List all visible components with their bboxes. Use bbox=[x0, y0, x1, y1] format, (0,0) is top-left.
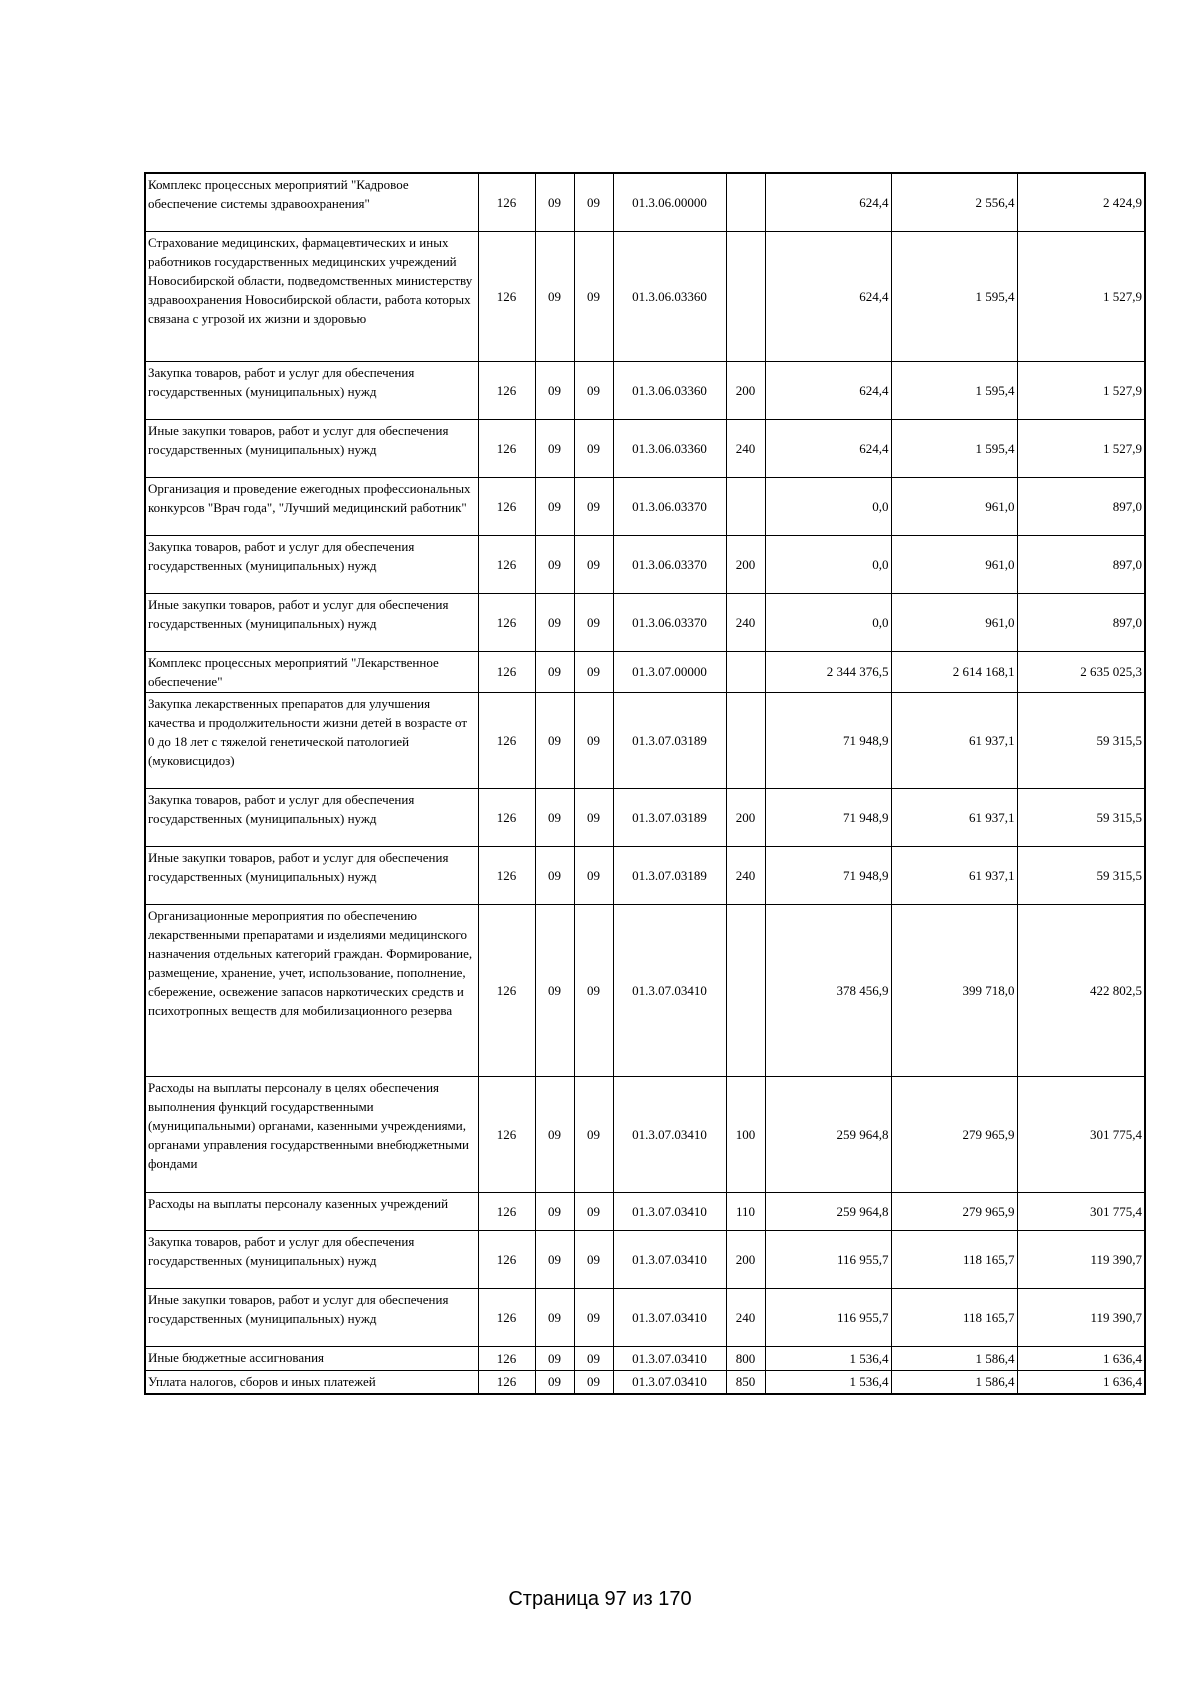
table-row bbox=[145, 535, 1145, 593]
table-body bbox=[145, 173, 1145, 1394]
table-row bbox=[145, 846, 1145, 904]
target-article-cell: 01.3.06.00000 bbox=[613, 173, 726, 231]
grbs-cell: 126 bbox=[478, 593, 535, 651]
table-row bbox=[145, 904, 1145, 1076]
target-article-cell: 01.3.06.03370 bbox=[613, 535, 726, 593]
expense-type-cell: 100 bbox=[726, 1076, 765, 1192]
grbs-cell: 126 bbox=[478, 1370, 535, 1394]
amount-year2-cell: 61 937,1 bbox=[891, 692, 1017, 788]
amount-year3-cell: 897,0 bbox=[1017, 477, 1145, 535]
amount-year1-cell: 71 948,9 bbox=[765, 846, 891, 904]
subsection-cell: 09 bbox=[574, 788, 613, 846]
amount-year2-cell: 961,0 bbox=[891, 535, 1017, 593]
row-name-cell: Закупка товаров, работ и услуг для обеспечения государственных (муниципальных) нужд bbox=[145, 361, 478, 419]
table-row bbox=[145, 173, 1145, 231]
grbs-cell: 126 bbox=[478, 1288, 535, 1346]
expense-type-cell bbox=[726, 904, 765, 1076]
grbs-cell: 126 bbox=[478, 361, 535, 419]
row-name-cell: Иные закупки товаров, работ и услуг для обеспечения государственных (муниципальных) нужд bbox=[145, 593, 478, 651]
table-row bbox=[145, 1230, 1145, 1288]
amount-year2-cell: 2 614 168,1 bbox=[891, 651, 1017, 692]
target-article-cell: 01.3.07.03410 bbox=[613, 1288, 726, 1346]
budget-table bbox=[144, 172, 1146, 1395]
row-name-cell: Иные закупки товаров, работ и услуг для обеспечения государственных (муниципальных) нужд bbox=[145, 846, 478, 904]
amount-year3-cell: 119 390,7 bbox=[1017, 1288, 1145, 1346]
amount-year3-cell: 897,0 bbox=[1017, 593, 1145, 651]
target-article-cell: 01.3.07.03189 bbox=[613, 846, 726, 904]
page-number: Страница 97 из 170 bbox=[508, 1588, 692, 1610]
amount-year3-cell: 2 635 025,3 bbox=[1017, 651, 1145, 692]
amount-year2-cell: 279 965,9 bbox=[891, 1076, 1017, 1192]
amount-year2-cell: 961,0 bbox=[891, 593, 1017, 651]
amount-year2-cell: 399 718,0 bbox=[891, 904, 1017, 1076]
grbs-cell: 126 bbox=[478, 651, 535, 692]
amount-year1-cell: 1 536,4 bbox=[765, 1370, 891, 1394]
grbs-cell: 126 bbox=[478, 1346, 535, 1370]
row-name-cell: Расходы на выплаты персоналу в целях обеспечения выполнения функций государственными (муниципальными) органами, казенными учреждениями, органами управления государственными внебюджетными фондами bbox=[145, 1076, 478, 1192]
section-cell: 09 bbox=[535, 1346, 574, 1370]
amount-year3-cell: 301 775,4 bbox=[1017, 1076, 1145, 1192]
amount-year3-cell: 1 527,9 bbox=[1017, 231, 1145, 361]
expense-type-cell: 240 bbox=[726, 846, 765, 904]
grbs-cell: 126 bbox=[478, 419, 535, 477]
amount-year2-cell: 961,0 bbox=[891, 477, 1017, 535]
expense-type-cell bbox=[726, 692, 765, 788]
subsection-cell: 09 bbox=[574, 361, 613, 419]
subsection-cell: 09 bbox=[574, 692, 613, 788]
amount-year1-cell: 624,4 bbox=[765, 173, 891, 231]
expense-type-cell: 240 bbox=[726, 1288, 765, 1346]
subsection-cell: 09 bbox=[574, 419, 613, 477]
amount-year3-cell: 422 802,5 bbox=[1017, 904, 1145, 1076]
table-row bbox=[145, 593, 1145, 651]
expense-type-cell bbox=[726, 173, 765, 231]
target-article-cell: 01.3.07.03410 bbox=[613, 1346, 726, 1370]
row-name-cell: Закупка товаров, работ и услуг для обеспечения государственных (муниципальных) нужд bbox=[145, 1230, 478, 1288]
target-article-cell: 01.3.06.03360 bbox=[613, 361, 726, 419]
section-cell: 09 bbox=[535, 593, 574, 651]
amount-year1-cell: 116 955,7 bbox=[765, 1230, 891, 1288]
amount-year3-cell: 59 315,5 bbox=[1017, 788, 1145, 846]
target-article-cell: 01.3.06.03370 bbox=[613, 593, 726, 651]
table-row bbox=[145, 477, 1145, 535]
expense-type-cell bbox=[726, 477, 765, 535]
section-cell: 09 bbox=[535, 1076, 574, 1192]
expense-type-cell: 200 bbox=[726, 788, 765, 846]
table-row bbox=[145, 692, 1145, 788]
expense-type-cell: 110 bbox=[726, 1192, 765, 1230]
section-cell: 09 bbox=[535, 419, 574, 477]
amount-year3-cell: 301 775,4 bbox=[1017, 1192, 1145, 1230]
amount-year2-cell: 1 595,4 bbox=[891, 231, 1017, 361]
section-cell: 09 bbox=[535, 1370, 574, 1394]
amount-year2-cell: 1 595,4 bbox=[891, 419, 1017, 477]
section-cell: 09 bbox=[535, 1192, 574, 1230]
subsection-cell: 09 bbox=[574, 1288, 613, 1346]
target-article-cell: 01.3.07.00000 bbox=[613, 651, 726, 692]
subsection-cell: 09 bbox=[574, 904, 613, 1076]
target-article-cell: 01.3.06.03360 bbox=[613, 419, 726, 477]
amount-year2-cell: 1 595,4 bbox=[891, 361, 1017, 419]
expense-type-cell bbox=[726, 231, 765, 361]
grbs-cell: 126 bbox=[478, 1192, 535, 1230]
amount-year2-cell: 118 165,7 bbox=[891, 1288, 1017, 1346]
row-name-cell: Закупка товаров, работ и услуг для обеспечения государственных (муниципальных) нужд bbox=[145, 535, 478, 593]
amount-year1-cell: 624,4 bbox=[765, 231, 891, 361]
amount-year1-cell: 71 948,9 bbox=[765, 692, 891, 788]
table-row bbox=[145, 651, 1145, 692]
section-cell: 09 bbox=[535, 904, 574, 1076]
amount-year2-cell: 279 965,9 bbox=[891, 1192, 1017, 1230]
target-article-cell: 01.3.07.03410 bbox=[613, 904, 726, 1076]
table-row bbox=[145, 231, 1145, 361]
target-article-cell: 01.3.06.03370 bbox=[613, 477, 726, 535]
row-name-cell: Иные закупки товаров, работ и услуг для обеспечения государственных (муниципальных) нужд bbox=[145, 1288, 478, 1346]
section-cell: 09 bbox=[535, 173, 574, 231]
table-row bbox=[145, 361, 1145, 419]
subsection-cell: 09 bbox=[574, 535, 613, 593]
amount-year1-cell: 1 536,4 bbox=[765, 1346, 891, 1370]
amount-year3-cell: 1 636,4 bbox=[1017, 1346, 1145, 1370]
subsection-cell: 09 bbox=[574, 231, 613, 361]
table-row bbox=[145, 1288, 1145, 1346]
target-article-cell: 01.3.07.03410 bbox=[613, 1230, 726, 1288]
amount-year1-cell: 2 344 376,5 bbox=[765, 651, 891, 692]
row-name-cell: Закупка товаров, работ и услуг для обеспечения государственных (муниципальных) нужд bbox=[145, 788, 478, 846]
amount-year2-cell: 61 937,1 bbox=[891, 846, 1017, 904]
grbs-cell: 126 bbox=[478, 231, 535, 361]
row-name-cell: Уплата налогов, сборов и иных платежей bbox=[145, 1370, 478, 1394]
subsection-cell: 09 bbox=[574, 846, 613, 904]
subsection-cell: 09 bbox=[574, 477, 613, 535]
amount-year3-cell: 59 315,5 bbox=[1017, 846, 1145, 904]
table-row bbox=[145, 1192, 1145, 1230]
expense-type-cell bbox=[726, 651, 765, 692]
row-name-cell: Организационные мероприятия по обеспечению лекарственными препаратами и изделиями медицинского назначения отдельных категорий граждан. Формирование, размещение, хранение, учет, использование, пополнение, сбережение, освежение запасов наркотических средств и психотропных веществ для мобилизационного резерва bbox=[145, 904, 478, 1076]
amount-year1-cell: 259 964,8 bbox=[765, 1192, 891, 1230]
expense-type-cell: 200 bbox=[726, 1230, 765, 1288]
row-name-cell: Иные бюджетные ассигнования bbox=[145, 1346, 478, 1370]
amount-year3-cell: 897,0 bbox=[1017, 535, 1145, 593]
target-article-cell: 01.3.07.03410 bbox=[613, 1192, 726, 1230]
section-cell: 09 bbox=[535, 361, 574, 419]
grbs-cell: 126 bbox=[478, 173, 535, 231]
amount-year3-cell: 1 527,9 bbox=[1017, 419, 1145, 477]
amount-year3-cell: 119 390,7 bbox=[1017, 1230, 1145, 1288]
section-cell: 09 bbox=[535, 535, 574, 593]
grbs-cell: 126 bbox=[478, 904, 535, 1076]
amount-year1-cell: 259 964,8 bbox=[765, 1076, 891, 1192]
amount-year1-cell: 0,0 bbox=[765, 535, 891, 593]
amount-year2-cell: 2 556,4 bbox=[891, 173, 1017, 231]
table-row bbox=[145, 788, 1145, 846]
table-row bbox=[145, 419, 1145, 477]
expense-type-cell: 800 bbox=[726, 1346, 765, 1370]
table-row bbox=[145, 1076, 1145, 1192]
subsection-cell: 09 bbox=[574, 1192, 613, 1230]
row-name-cell: Иные закупки товаров, работ и услуг для обеспечения государственных (муниципальных) нужд bbox=[145, 419, 478, 477]
target-article-cell: 01.3.07.03189 bbox=[613, 692, 726, 788]
amount-year3-cell: 2 424,9 bbox=[1017, 173, 1145, 231]
row-name-cell: Комплекс процессных мероприятий "Кадровое обеспечение системы здравоохранения" bbox=[145, 173, 478, 231]
row-name-cell: Организация и проведение ежегодных профессиональных конкурсов "Врач года", "Лучший медицинский работник" bbox=[145, 477, 478, 535]
subsection-cell: 09 bbox=[574, 1370, 613, 1394]
subsection-cell: 09 bbox=[574, 651, 613, 692]
row-name-cell: Комплекс процессных мероприятий "Лекарственное обеспечение" bbox=[145, 651, 478, 692]
row-name-cell: Расходы на выплаты персоналу казенных учреждений bbox=[145, 1192, 478, 1230]
grbs-cell: 126 bbox=[478, 692, 535, 788]
section-cell: 09 bbox=[535, 846, 574, 904]
target-article-cell: 01.3.07.03410 bbox=[613, 1370, 726, 1394]
amount-year2-cell: 1 586,4 bbox=[891, 1346, 1017, 1370]
amount-year1-cell: 0,0 bbox=[765, 593, 891, 651]
subsection-cell: 09 bbox=[574, 1346, 613, 1370]
grbs-cell: 126 bbox=[478, 477, 535, 535]
target-article-cell: 01.3.07.03189 bbox=[613, 788, 726, 846]
grbs-cell: 126 bbox=[478, 788, 535, 846]
subsection-cell: 09 bbox=[574, 173, 613, 231]
target-article-cell: 01.3.06.03360 bbox=[613, 231, 726, 361]
grbs-cell: 126 bbox=[478, 535, 535, 593]
amount-year2-cell: 118 165,7 bbox=[891, 1230, 1017, 1288]
target-article-cell: 01.3.07.03410 bbox=[613, 1076, 726, 1192]
section-cell: 09 bbox=[535, 231, 574, 361]
grbs-cell: 126 bbox=[478, 846, 535, 904]
row-name-cell: Страхование медицинских, фармацевтических и иных работников государственных медицинских учреждений Новосибирской области, подведомственных министерству здравоохранения Новосибирской области, работа которых связана с угрозой их жизни и здоровью bbox=[145, 231, 478, 361]
expense-type-cell: 200 bbox=[726, 535, 765, 593]
section-cell: 09 bbox=[535, 651, 574, 692]
section-cell: 09 bbox=[535, 692, 574, 788]
row-name-cell: Закупка лекарственных препаратов для улучшения качества и продолжительности жизни детей в возрасте от 0 до 18 лет с тяжелой генетической патологией (муковисцидоз) bbox=[145, 692, 478, 788]
expense-type-cell: 240 bbox=[726, 419, 765, 477]
subsection-cell: 09 bbox=[574, 593, 613, 651]
subsection-cell: 09 bbox=[574, 1230, 613, 1288]
amount-year1-cell: 624,4 bbox=[765, 419, 891, 477]
expense-type-cell: 200 bbox=[726, 361, 765, 419]
expense-type-cell: 240 bbox=[726, 593, 765, 651]
subsection-cell: 09 bbox=[574, 1076, 613, 1192]
amount-year3-cell: 1 527,9 bbox=[1017, 361, 1145, 419]
amount-year3-cell: 1 636,4 bbox=[1017, 1370, 1145, 1394]
grbs-cell: 126 bbox=[478, 1230, 535, 1288]
expense-type-cell: 850 bbox=[726, 1370, 765, 1394]
grbs-cell: 126 bbox=[478, 1076, 535, 1192]
section-cell: 09 bbox=[535, 477, 574, 535]
section-cell: 09 bbox=[535, 1230, 574, 1288]
amount-year2-cell: 1 586,4 bbox=[891, 1370, 1017, 1394]
table-row bbox=[145, 1346, 1145, 1370]
amount-year1-cell: 0,0 bbox=[765, 477, 891, 535]
section-cell: 09 bbox=[535, 1288, 574, 1346]
amount-year1-cell: 71 948,9 bbox=[765, 788, 891, 846]
section-cell: 09 bbox=[535, 788, 574, 846]
table-row bbox=[145, 1370, 1145, 1394]
amount-year2-cell: 61 937,1 bbox=[891, 788, 1017, 846]
amount-year1-cell: 378 456,9 bbox=[765, 904, 891, 1076]
amount-year1-cell: 116 955,7 bbox=[765, 1288, 891, 1346]
amount-year3-cell: 59 315,5 bbox=[1017, 692, 1145, 788]
amount-year1-cell: 624,4 bbox=[765, 361, 891, 419]
